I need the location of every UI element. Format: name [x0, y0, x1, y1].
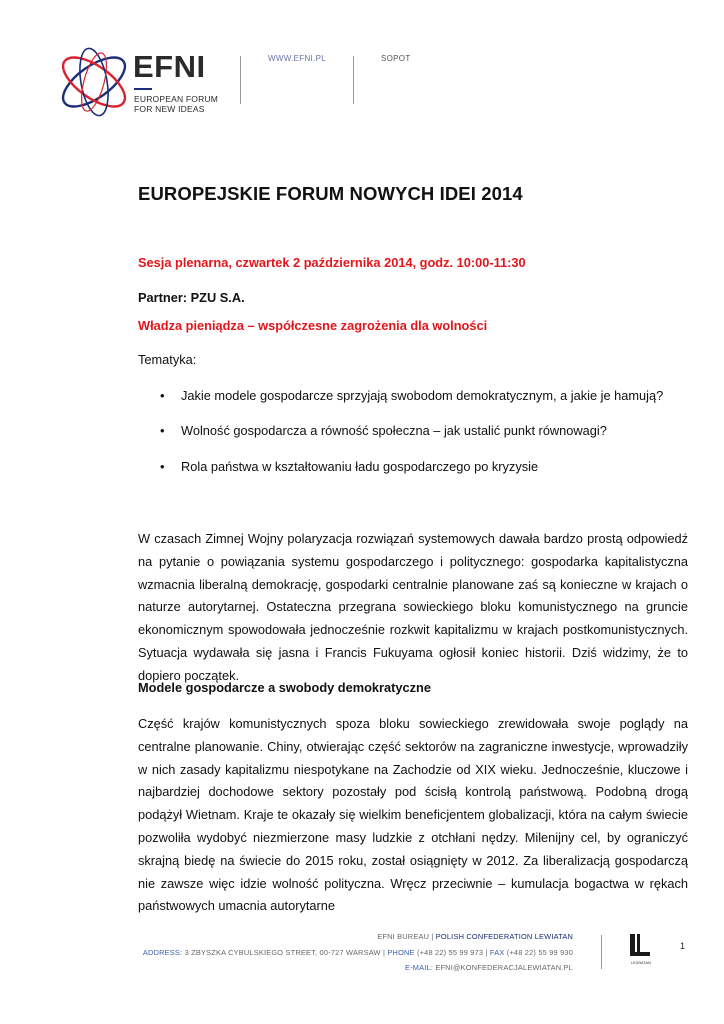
section-heading: Modele gospodarcze a swobody demokratyczne [138, 680, 431, 695]
footer-sep: | [383, 948, 386, 957]
partner-info: Partner: PZU S.A. [138, 290, 245, 305]
topic-title: Władza pieniądza – współczesne zagrożenia dla wolności [138, 318, 488, 333]
document-title: EUROPEJSKIE FORUM NOWYCH IDEI 2014 [138, 183, 523, 204]
session-info: Sesja plenarna, czwartek 2 października 2014, godz. 10:00-11:30 [138, 255, 526, 270]
footer-phone: (+48 22) 55 99 973 [416, 948, 484, 957]
logo-subtitle-line-2: FOR NEW IDEAS [134, 104, 205, 114]
footer-line-2 [143, 948, 573, 957]
footer-fax: (+48 22) 55 99 930 [506, 948, 573, 957]
page-number: 1 [680, 941, 686, 951]
logo-subtitle-line-1: EUROPEAN FORUM [134, 94, 219, 104]
footer-line-3 [405, 963, 573, 972]
website-link[interactable]: WWW.EFNI.PL [268, 54, 326, 63]
bullet-icon: • [160, 459, 165, 474]
footer-line-1 [377, 932, 573, 941]
logo-subtitle [134, 94, 218, 114]
footer-bureau: EFNI BUREAU [377, 932, 430, 941]
footer-sep: | [431, 932, 434, 941]
efni-globe-logo-icon [52, 40, 136, 124]
footer-fax-label: FAX [489, 948, 505, 957]
bullet-icon: • [160, 423, 165, 438]
lewiatan-logo-text: LEWIATAN [631, 960, 651, 965]
list-item: Wolność gospodarcza a równość społeczna – jak ustalić punkt równowagi? [181, 423, 607, 438]
paragraph-intro: W czasach Zimnej Wojny polaryzacja rozwiązań systemowych dawała bardzo prostą odpowiedź na pytanie o powiązania systemu gospodarczego i politycznego: gospodarka kapitalistyczna wzmacnia liberalną demokrację, gospodarki centralnie planowane zaś są konieczne w krajach o naturze autorytarnej. Ostateczna przegrana sowieckiego bloku komunistycznego na gruncie ekonomicznym spowodowała jednocześnie rozkwit kapitalizmu w krajach postkomunistycznych. Sytuacja wydawała się jasna i Francis Fukuyama ogłosił koniec historii. Dziś widzimy, że to dopiero początek. [138, 531, 688, 683]
list-item: Rola państwa w kształtowaniu ładu gospodarczego po kryzysie [181, 459, 539, 474]
footer-email-label: E-MAIL: [404, 963, 434, 972]
topics-label: Tematyka: [138, 352, 197, 367]
paragraph-models: Część krajów komunistycznych spoza bloku sowieckiego zrewidowała swoje poglądy na centralne planowanie. Chiny, otwierając część sektorów na zagraniczne inwestycje, wprowadziły w nich zasady kapitalizmu niespotykane na Zachodzie od XIX wieku. Jednocześnie, kluczowe i najbardziej dochodowe sektory pozostały pod ścisłą kontrolą państwową. Podobną drogą podążył Wietnam. Kraje te okazały się wielkim beneficjentem globalizacji, która na całym świecie pozwoliła wydobyć niezmierzone masy ludzkie z otchłani nędzy. Milenijny cel, by ograniczyć skrajną biedę na świecie do 2015 roku, został osiągnięty w 2012. Za liberalizacją gospodarczą nie zawsze więc idzie wolność polityczna. Wręcz przeciwnie – kumulacja bogactwa w rękach państwowych umacnia autorytarne [138, 716, 688, 914]
header-divider-2 [353, 56, 354, 104]
logo-name: EFNI [133, 49, 206, 84]
footer-phone-label: PHONE [387, 948, 415, 957]
lewiatan-logo-icon [624, 932, 658, 966]
footer-address-label: ADDRESS: [142, 948, 183, 957]
header-city: SOPOT [381, 54, 411, 63]
footer-divider [601, 935, 602, 969]
list-item: Jakie modele gospodarcze sprzyjają swobodom demokratycznym, a jakie je hamują? [181, 388, 664, 403]
footer-confederation: POLISH CONFEDERATION LEWIATAN [435, 932, 573, 941]
bullet-icon: • [160, 388, 165, 403]
header-divider-1 [240, 56, 241, 104]
logo-rule [134, 88, 152, 90]
footer-address: 3 ZBYSZKA CYBULSKIEGO STREET, 00-727 WARSAW [184, 948, 381, 957]
footer-email[interactable]: EFNI@KONFEDERACJALEWIATAN.PL [435, 963, 573, 972]
footer-sep: | [485, 948, 488, 957]
